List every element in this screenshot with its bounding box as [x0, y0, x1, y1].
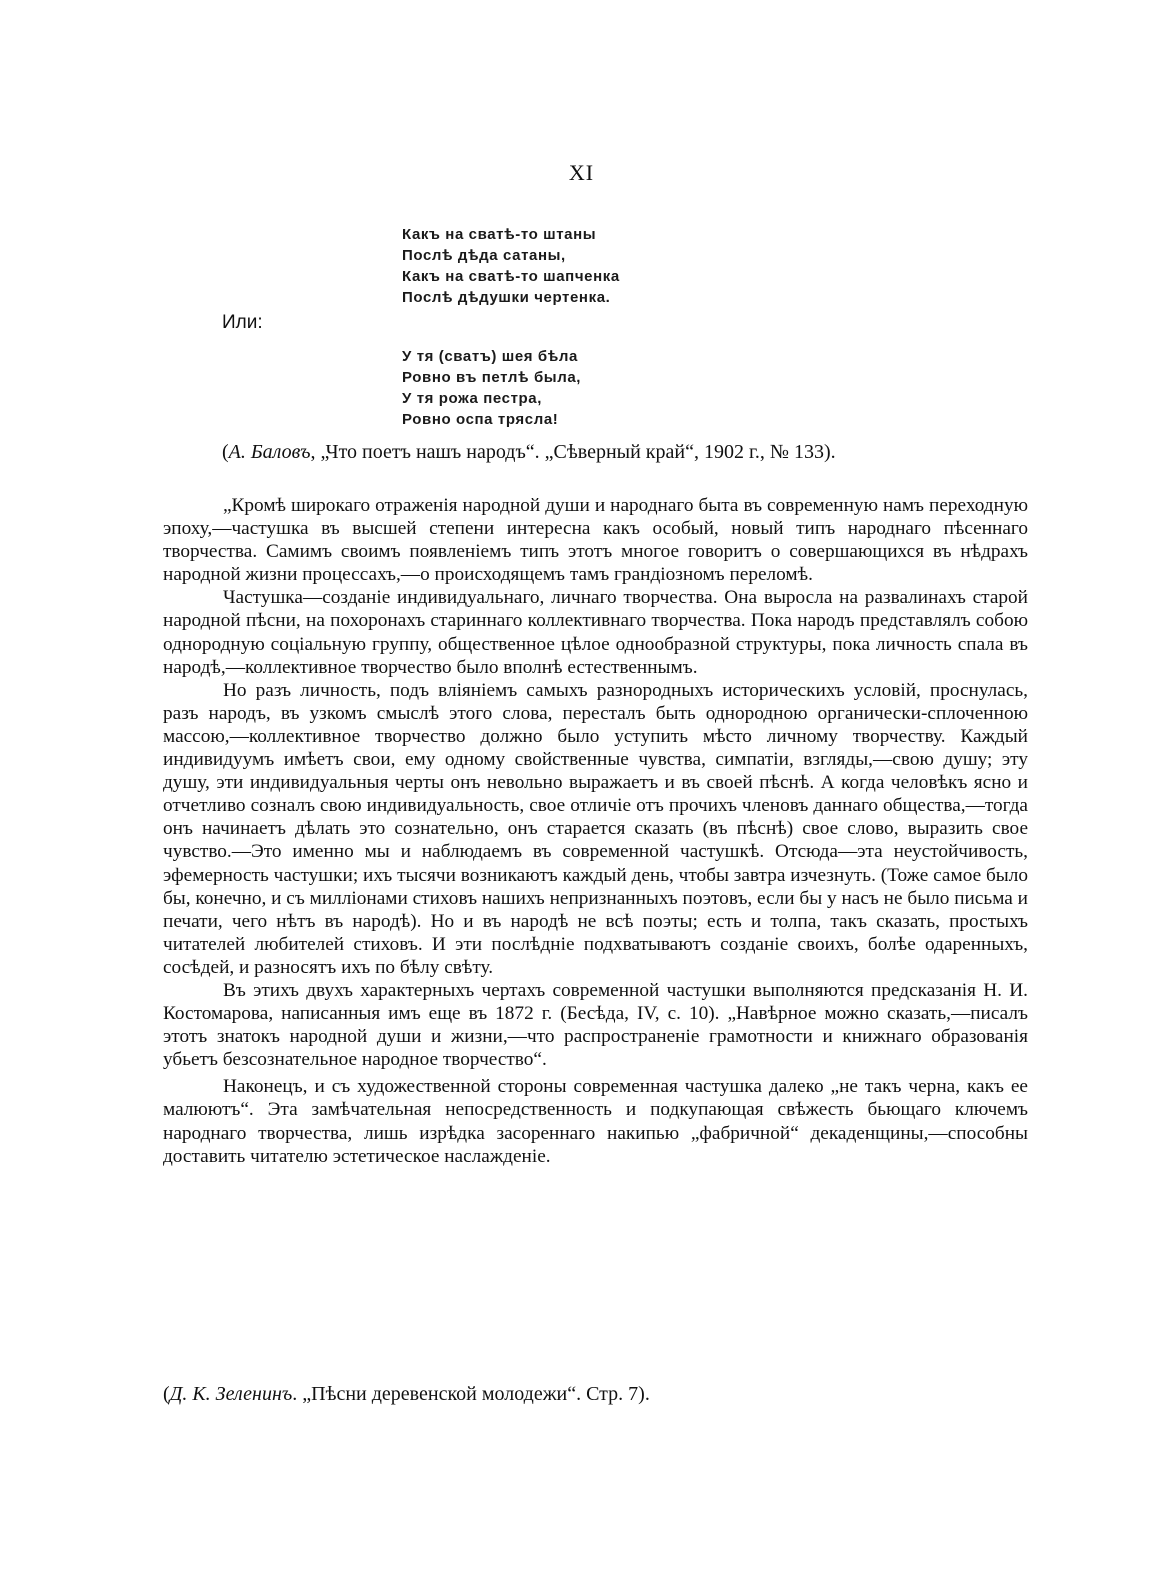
citation-balov — [222, 441, 836, 464]
verse-line: Какъ на сватѣ-то штаны — [402, 226, 597, 243]
page-number: XI — [568, 160, 595, 185]
citation-zelenin — [163, 1383, 650, 1406]
verse-line: У тя рожа пестра, — [402, 390, 542, 407]
verse-line: Послѣ дѣда сатаны, — [402, 247, 566, 264]
main-text — [163, 494, 1028, 1168]
verse-line: Ровно въ петлѣ была, — [402, 369, 582, 386]
paragraph: Но разъ личность, подъ вліяніемъ самыхъ разнородныхъ историческихъ условій, проснулась, разъ народъ, въ узкомъ смыслѣ этого слова, пересталъ быть однородною органически-сплоченною массою,—коллективное творчество должно было уступить мѣсто личному творчеству. Каждый индивидуумъ имѣетъ свои, ему одному свойственные чувства, симпатіи, взгляды,—свою душу; эту душу, эти индивидуальныя черты онъ невольно выражаетъ и въ своей пѣснѣ. А когда человѣкъ ясно и отчетливо созналъ свою индивидуальность, свое отличіе отъ прочихъ членовъ даннаго общества,—тогда онъ начинаетъ дѣлать это сознательно, онъ старается сказать (въ пѣснѣ) свое слово, выразить свое чувство.—Это именно мы и наблюдаемъ въ современной частушкѣ. Отсюда—эта неустойчивость, эфемерность частушки; ихъ тысячи возникаютъ каждый день, чтобы завтра изчезнуть. (Тоже самое было бы, конечно, и съ милліонами стиховъ нашихъ непризнанныхъ поэтовъ, если бы у насъ не было письма и печати, чего нѣтъ въ народѣ). Но и въ народѣ не всѣ поэты; есть и толпа, такъ сказать, простыхъ читателей любителей стиховъ. И эти послѣдніе подхватываютъ созданіе своихъ, болѣе одаренныхъ, сосѣдей, и разносятъ ихъ по бѣлу свѣту. — [163, 679, 1028, 978]
ili-label: Или: — [222, 312, 263, 333]
citation-author: Д. К. Зеленинъ — [169, 1383, 293, 1405]
verse-stanza-1 — [402, 224, 620, 308]
paragraph: Частушка—созданіе индивидуальнаго, личнаго творчества. Она выросла на развалинахъ старой народной пѣсни, на похоронахъ стариннаго коллективнаго творчества. Пока народъ представлялъ собою однородную соціальную группу, общественное цѣлое однообразной структуры, пока личность спала въ народѣ,—коллективное творчество было вполнѣ естественнымъ. — [163, 587, 1028, 678]
paragraph: Въ этихъ двухъ характерныхъ чертахъ современной частушки выполняются предсказанія Н. И. Костомарова, написанныя имъ еще въ 1872 г. (Бесѣда, IV, с. 10). „Навѣрное можно сказать,—писалъ этотъ знатокъ народной души и жизни,—что распространеніе грамотности и книжнаго образованія убьетъ безсознательное народное творчество“. — [163, 979, 1028, 1071]
verse-line: Послѣ дѣдушки чертенка. — [402, 289, 611, 306]
verse-line: У тя (сватъ) шея бѣла — [402, 348, 578, 365]
citation-source: . „Пѣсни деревенской молодежи“. Стр. 7). — [292, 1383, 650, 1405]
citation-author: А. Баловъ — [228, 441, 311, 463]
citation-source: , „Что поетъ нашъ народъ“. „Сѣверный край“, 1902 г., № 133). — [310, 441, 836, 463]
verse-line: Какъ на сватѣ-то шапченка — [402, 268, 620, 285]
verse-line: Ровно оспа трясла! — [402, 411, 559, 428]
verse-stanza-2 — [402, 346, 581, 430]
citation-open-paren: ( — [222, 441, 229, 463]
paragraph: „Кромѣ широкаго отраженія народной души и народнаго быта въ современную намъ переходную эпоху,—частушка въ высшей степени интересна какъ особый, новый типъ народнаго пѣсеннаго творчества. Самимъ своимъ появленіемъ типъ этотъ многое говоритъ о совершающихся въ нѣдрахъ народной жизни процессахъ,—о происходящемъ тамъ грандіозномъ переломѣ. — [163, 495, 1028, 586]
citation-open-paren: ( — [163, 1383, 170, 1405]
paragraph: Наконецъ, и съ художественной стороны современная частушка далеко „не такъ черна, какъ ее малюютъ“. Эта замѣчательная непосредственность и подкупающая свѣжесть бьющаго ключемъ народнаго творчества, лишь изрѣдка засореннаго накипью „фабричной“ декаденщины,—способны доставить читателю эстетическое наслажденіе. — [163, 1076, 1028, 1167]
